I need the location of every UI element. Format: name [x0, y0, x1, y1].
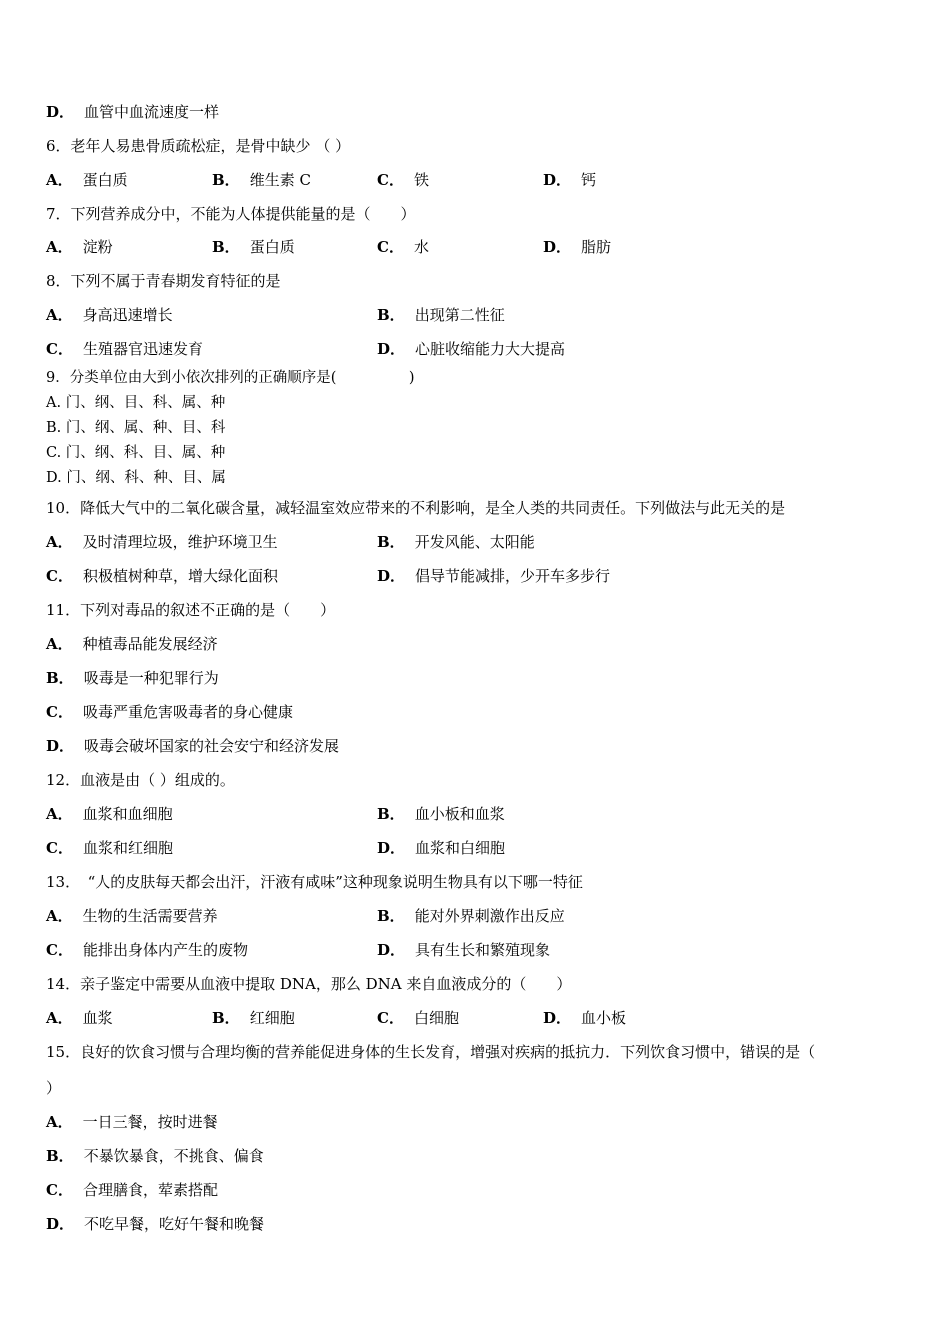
q7-option-c: C． 水 — [377, 238, 429, 256]
q8-stem: 8．下列不属于青春期发育特征的是 — [46, 272, 281, 290]
q6-option-d: D． 钙 — [543, 171, 597, 189]
q6-stem: 6．老年人易患骨质疏松症，是骨中缺少 （ ） — [46, 137, 351, 155]
q10-option-c: C． 积极植树种草，增大绿化面积 — [46, 567, 278, 585]
q10-option-d: D． 倡导节能减排，少开车多步行 — [377, 567, 611, 585]
q13-option-d: D． 具有生长和繁殖现象 — [377, 941, 551, 959]
q11-option-c: C． 吸毒严重危害吸毒者的身心健康 — [46, 703, 293, 721]
q6-option-b: B． 维生素 C — [212, 171, 311, 189]
q13-option-a: A． 生物的生活需要营养 — [46, 907, 218, 925]
q15-stem: 15．良好的饮食习惯与合理均衡的营养能促进身体的生长发育，增强对疾病的抵抗力．下列饮食习惯中，错误的是（ — [46, 1043, 816, 1061]
q8-option-a: A． 身高迅速增长 — [46, 306, 173, 324]
q7-option-b: B． 蛋白质 — [212, 238, 295, 256]
q15-stem-cont: ） — [46, 1079, 62, 1097]
q9-option-b: B. 门、纲、属、种、目、科 — [46, 420, 226, 436]
q9-stem: 9．分类单位由大到小依次排列的正确顺序是( ) — [46, 370, 415, 386]
q11-option-b: B． 吸毒是一种犯罪行为 — [46, 669, 219, 687]
q10-option-b: B． 开发风能、太阳能 — [377, 533, 535, 551]
q11-stem: 11．下列对毒品的叙述不正确的是（ ） — [46, 601, 336, 619]
q12-option-a: A． 血浆和血细胞 — [46, 805, 173, 823]
q12-option-d: D． 血浆和白细胞 — [377, 839, 506, 857]
q14-option-a: A． 血浆 — [46, 1009, 113, 1027]
q9-option-d: D. 门、纲、科、种、目、属 — [46, 470, 226, 486]
q5-option-d: D． 血管中血流速度一样 — [46, 103, 220, 121]
q10-stem: 10．降低大气中的二氧化碳含量，减轻温室效应带来的不利影响，是全人类的共同责任。下列做法与此无关的是 — [46, 499, 786, 517]
q9-option-c: C. 门、纲、科、目、属、种 — [46, 445, 226, 461]
q11-option-a: A． 种植毒品能发展经济 — [46, 635, 218, 653]
q7-option-a: A． 淀粉 — [46, 238, 113, 256]
q12-option-b: B． 血小板和血浆 — [377, 805, 505, 823]
q11-option-d: D． 吸毒会破坏国家的社会安宁和经济发展 — [46, 737, 340, 755]
q13-stem: 13． “人的皮肤每天都会出汗，汗液有咸味”这种现象说明生物具有以下哪一特征 — [46, 873, 583, 891]
q6-option-a: A． 蛋白质 — [46, 171, 128, 189]
q7-stem: 7．下列营养成分中，不能为人体提供能量的是（ ） — [46, 205, 416, 223]
q13-option-b: B． 能对外界刺激作出反应 — [377, 907, 565, 925]
q15-option-b: B． 不暴饮暴食，不挑食、偏食 — [46, 1147, 264, 1165]
q15-option-c: C． 合理膳食，荤素搭配 — [46, 1181, 218, 1199]
q14-stem: 14．亲子鉴定中需要从血液中提取 DNA，那么 DNA 来自血液成分的（ ） — [46, 975, 572, 993]
q7-option-d: D． 脂肪 — [543, 238, 612, 256]
q10-option-a: A． 及时清理垃圾，维护环境卫生 — [46, 533, 278, 551]
q8-option-b: B． 出现第二性征 — [377, 306, 505, 324]
q14-option-d: D． 血小板 — [543, 1009, 627, 1027]
q12-stem: 12．血液是由（ ）组成的。 — [46, 771, 235, 789]
q15-option-d: D． 不吃早餐，吃好午餐和晚餐 — [46, 1215, 265, 1233]
q8-option-c: C． 生殖器官迅速发育 — [46, 340, 203, 358]
q14-option-b: B． 红细胞 — [212, 1009, 295, 1027]
q15-option-a: A． 一日三餐，按时进餐 — [46, 1113, 218, 1131]
q14-option-c: C． 白细胞 — [377, 1009, 459, 1027]
q6-option-c: C． 铁 — [377, 171, 429, 189]
q8-option-d: D． 心脏收缩能力大大提高 — [377, 340, 566, 358]
q13-option-c: C． 能排出身体内产生的废物 — [46, 941, 248, 959]
q9-option-a: A. 门、纲、目、科、属、种 — [46, 395, 226, 411]
q12-option-c: C． 血浆和红细胞 — [46, 839, 173, 857]
